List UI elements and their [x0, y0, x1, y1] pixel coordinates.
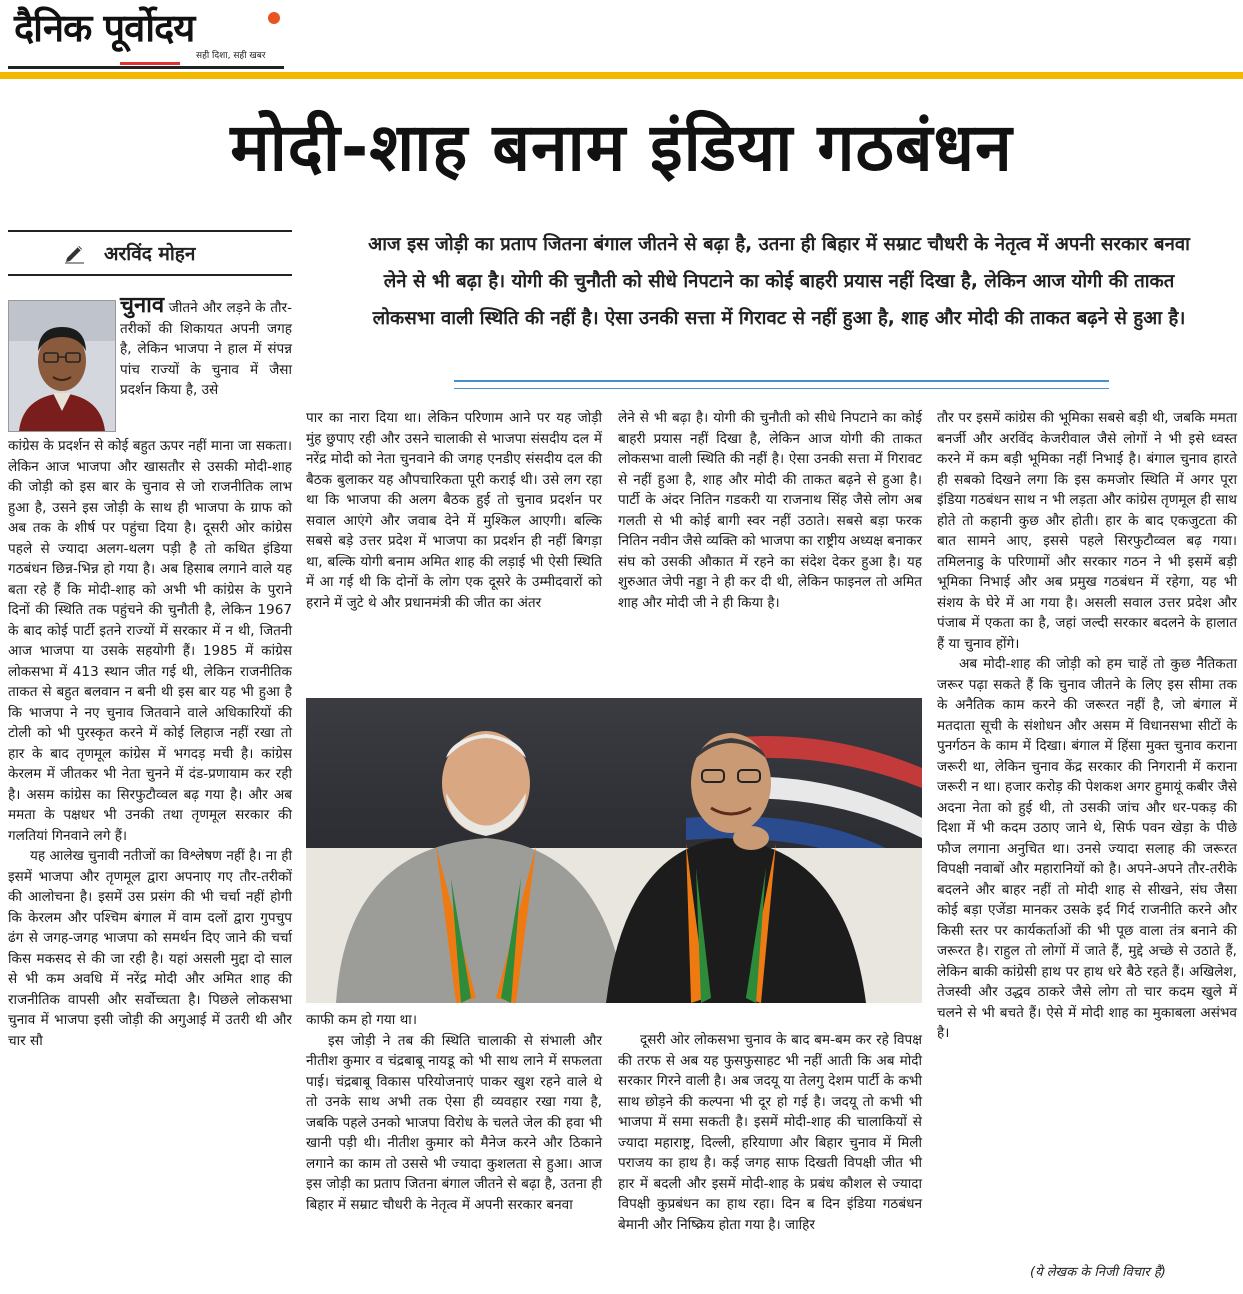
byline-rule-bottom — [8, 274, 292, 276]
logo-underline-accent — [120, 62, 180, 65]
paragraph: दूसरी ओर लोकसभा चुनाव के बाद बम-बम कर रहे विपक्ष की तरफ से अब यह फुसफुसाहट भी नहीं आती कि अब मोदी सरकार गिरने वाली है। अब जदयू या तेलगु देशम पार्टी के कभी साथ छोड़ने की कल्पना भी दूर हो गई है। जदयू तो कभी भी भाजपा में समा सकती है। इसमें मोदी-शाह की चालाकियों से ज्यादा महाराष्ट्र, दिल्ली, हरियाणा और बिहार चुनाव में मिली पराजय का हाथ है। कई जगह साफ दिखती विपक्षी जीत भी हार में बदली और इसमें मोदी-शाह के प्रबंध कौशल से ज्यादा विपक्षी कुप्रबंधन का हाथ रहा। दिन ब दिन इंडिया गठबंधन बेमानी और निष्क्रिय होता गया है। जाहिर — [618, 1032, 922, 1233]
drop-cap-word: चुनाव — [120, 293, 165, 318]
paragraph: यह आलेख चुनावी नतीजों का विश्लेषण नहीं है। ना ही इसमें भाजपा और तृणमूल द्वारा अपनाए गए तौर-तरीकों की आलोचना है। इसमें उस प्रसंग की भी चर्चा नहीं होगी कि केरलम और पश्चिम बंगाल में वाम दलों द्वारा गुपचुप ढंग से जगह-जगह भाजपा को समर्थन दिए जाने की चर्चा किस मकसद से की जा रही है। यहां असली मुद्दा दो साल से भी कम अवधि में नरेंद्र मोदी और अमित शाह की राजनीतिक वापसी और सर्वोच्चता है। पिछले लोकसभा चुनाव में भाजपा इसी जोड़ी की अगुआई में उतरी थी और चार सौ — [8, 848, 292, 1049]
paragraph: पार का नारा दिया था। लेकिन परिणाम आने पर यह जोड़ी मुंह छुपाए रही और उसने चालाकी से भाजपा संसदीय दल में नरेंद्र मोदी को नेता चुनवाने की जगह एनडीए संसदीय दल की बैठक बुलाकर यह औपचारिकता पूरी कराई थी। उसे लग रहा था कि भाजपा की अलग बैठक हुई तो चुनाव प्रदर्शन पर सवाल आएंगे और जवाब देने में मुश्किल आएगी। बल्कि सबसे बड़े उत्तर प्रदेश में भाजपा का प्रदर्शन ही नहीं बिगड़ा था, बल्कि योगी बनाम अमित शाह की लड़ाई भी ऐसी स्थिति में आ गई थी कि दोनों के लोग एक दूसरे के उम्मीदवारों को हराने में जुटे थे और प्रधानमंत्री की जीत का अंतर — [306, 410, 602, 611]
paragraph: इस जोड़ी ने तब की स्थिति चालाकी से संभाली और नीतीश कुमार व चंद्रबाबू नायडू को भी साथ लाने में सफलता पाई। चंद्रबाबू विकास परियोजनाएं पाकर खुश रहने वाले थे तो उनके साथ अभी तक ऐसा ही व्यवहार रखा गया है, जबकि पहले उनको भाजपा विरोध के चलते जेल की हवा भी खानी पड़ी थी। नीतीश कुमार को मैनेज करने और ठिकाने लगाने का काम तो उससे भी ज्यादा कुशलता से हुआ। आज इस जोड़ी का प्रताप जितना बंगाल जीतने से बढ़ा है, उतना ही बिहार में सम्राट चौधरी के नेतृत्व में अपनी सरकार बनवा — [306, 1032, 602, 1213]
paragraph: तौर पर इसमें कांग्रेस की भूमिका सबसे बड़ी थी, जबकि ममता बनर्जी और अरविंद केजरीवाल जैसे लोगों ने भी इसे ध्वस्त करने में कम बड़ी भूमिका नहीं निभाई है। बंगाल चुनाव हारते ही सबको दिखने लगा कि इस कमजोर स्थिति में अगर पूरा इंडिया गठबंधन साथ न भी लड़ता और कांग्रेस तृणमूल ही साथ होते तो कहानी कुछ और होती। हार के बाद एकजुटता की बात सामने आए, इससे पहले सिरफुटौव्वल बढ़ गया। तमिलनाडु के परिणामों और सरकार गठन ने भी इसमें बड़ी भूमिका निभाई और अब प्रमुख गठबंधन में रहेगा, यह भी संशय के घेरे में आ गया है। असली सवाल उत्तर प्रदेश और पंजाब में एकता का है, जहां जल्दी सरकार बदलने के हालात हैं या चुनाव होंगे। — [937, 410, 1237, 652]
intro-text: जीतने और लड़ने के तौर-तरीकों की शिकायत अपनी जगह है, लेकिन भाजपा ने हाल में संपन्न पांच राज्यों के चुनाव में जैसा प्रदर्शन किया है, उसे — [120, 300, 293, 398]
masthead-divider — [0, 72, 1243, 79]
article-column-3-top — [618, 408, 922, 613]
article-headline: मोदी-शाह बनाम इंडिया गठबंधन — [230, 109, 1013, 186]
author-photo — [8, 300, 116, 432]
logo-underline — [8, 66, 284, 69]
article-column-2-bottom — [306, 1010, 602, 1215]
byline-rule-top — [8, 230, 292, 232]
pull-quote: आज इस जोड़ी का प्रताप जितना बंगाल जीतने से बढ़ा है, उतना ही बिहार में सम्राट चौधरी के नेतृत्व में अपनी सरकार बनवा लेने से भी बढ़ा है। योगी की चुनौती को सीधे निपटाने का कोई बाहरी प्रयास नहीं दिखा है, लेकिन आज योगी की ताकत लोकसभा वाली स्थिति की नहीं है। ऐसा उनकी सत्ता में गिरावट से नहीं हुआ है, शाह और मोदी की ताकत बढ़ने से हुआ है। — [368, 234, 1190, 329]
paragraph: लेने से भी बढ़ा है। योगी की चुनौती को सीधे निपटाने का कोई बाहरी प्रयास नहीं दिखा है, लेकिन आज योगी की ताकत लोकसभा वाली स्थिति की नहीं है। ऐसा उनकी सत्ता में गिरावट से नहीं हुआ है, शाह और मोदी की ताकत बढ़ने से हुआ है। पार्टी के अंदर नितिन गडकरी या राजनाथ सिंह जैसे लोग अब गलती से भी कोई बागी स्वर नहीं उठाते। सबसे बड़ा फरक नितिन नवीन जैसे व्यक्ति को भाजपा का राष्ट्रीय अध्यक्ष बनाकर संघ को उसकी औकात में रहने का संदेश देकर हुआ है। यह शुरुआत जेपी नड्डा ने ही कर दी थी, लेकिन फाइनल तो अमित शाह और मोदी जी ने ही किया है। — [618, 410, 923, 611]
logo-sun-icon — [268, 12, 280, 24]
paragraph: अब मोदी-शाह की जोड़ी को हम चाहें तो कुछ नैतिकता जरूर पढ़ा सकते हैं कि चुनाव जीतने के लिए इस सीमा तक के अनैतिक काम करने की जरूरत नहीं है, जो बंगाल में मतदाता सूची के संशोधन और असम में विधानसभा सीटों के पुनर्गठन के काम में दिखा। बंगाल में हिंसा मुक्त चुनाव कराना जरूरी था, लेकिन चुनाव केंद्र सरकार की निगरानी में कराना जरूरी न था। हजार करोड़ की पेशकश अगर हुमायूं कबीर जैसे अदना नेता को हुई थी, तो उसकी जांच और धर-पकड़ की दिशा में भी कदम उठाए जाने थे, सिर्फ पवन खेड़ा के पीछे फौज लगाना अनुचित था। उनसे ज्यादा सलाह की जरूरत विपक्षी नवाबों और महारानियों को है। अपने-अपने तौर-तरीके बदलने और बाहर नहीं तो मोदी शाह से सीखने, संघ जैसा कोई बड़ा एजेंडा मानकर उसके इर्द गिर्द राजनीति करने और किसी स्तर पर कार्यकर्ताओं की भी पूछ वाला तंत्र बनाने की जरूरत है। राहुल तो लोगों में जाते हैं, मुद्दे अच्छे से उठाते हैं, लेकिन बाकी कांग्रेसी हाथ पर हाथ धरे बैठे रहते हैं। अखिलेश, तेजस्वी और उद्धव ठाकरे जैसे लोग तो चार कदम खुले में चलने से भी बचते हैं। ऐसे में मोदी शाह का मुकाबला असंभव है। — [937, 656, 1237, 1041]
pull-quote-rule-thin — [454, 388, 1109, 389]
article-column-1 — [8, 436, 292, 1051]
author-disclaimer: (ये लेखक के निजी विचार हैं) — [1030, 1265, 1166, 1280]
pull-quote-rule — [454, 380, 1109, 382]
article-column-1-intro — [120, 293, 293, 401]
article-column-3-bottom — [618, 1030, 922, 1235]
leaders-photo — [306, 698, 922, 1003]
byline — [8, 230, 292, 278]
masthead — [0, 0, 1243, 80]
article-column-4 — [937, 408, 1237, 1044]
paragraph: कांग्रेस के प्रदर्शन से कोई बहुत ऊपर नहीं माना जा सकता। लेकिन आज भाजपा और खासतौर से उसकी मोदी-शाह की जोड़ी को इस बार के चुनाव से जो राजनीतिक लाभ हुआ है, उसने इस जोड़ी के साथ ही भाजपा के ग्राफ को अब तक के शीर्ष पर पहुंचा दिया है। दूसरी ओर कांग्रेस पहले से ज्यादा अलग-थलग पड़ी है तो कथित इंडिया गठबंधन छिन्न-भिन्न हो गया है। अब हिसाब लगाने वाले यह बता रहे हैं कि मोदी-शाह को अभी भी कांग्रेस के पुराने दिनों की स्थिति तक पहुंचने की चुनौती है, लेकिन 1967 के बाद कोई पार्टी इतने राज्यों में सरकार में न थी, जितनी आज भाजपा या उसके सहयोगी हैं। 1985 में कांग्रेस लोकसभा में 413 स्थान जीत गई थी, लेकिन राजनीतिक ताकत से बहुत बलवान न बनी थी इस बार यह भी हुआ है कि भाजपा ने नए चुनाव जितवाने वाले अधिकारियों की टोली को भी पुरस्कृत करने में कोई लिहाज नहीं रखा तो हार के बाद तृणमूल कांग्रेस में भगदड़ मची है। कांग्रेस केरलम में जीतकर भी नेता चुनने में दंड-प्रणायाम कर रही है। असम कांग्रेस का सिरफुटौव्वल बढ़ गया है। और अब ममता के पक्षधर भी उनकी तथा तृणमूल सरकार की गलतियां गिनवाने लगे हैं। — [8, 438, 292, 844]
pen-icon — [64, 244, 86, 264]
author-name: अरविंद मोहन — [104, 243, 196, 265]
newspaper-logo[interactable]: दैनिक पूर्वोदय — [14, 6, 195, 50]
tagline: सही दिशा, सही खबर — [196, 51, 266, 61]
article-column-2-top — [306, 408, 602, 613]
paragraph: काफी कम हो गया था। — [306, 1012, 417, 1028]
